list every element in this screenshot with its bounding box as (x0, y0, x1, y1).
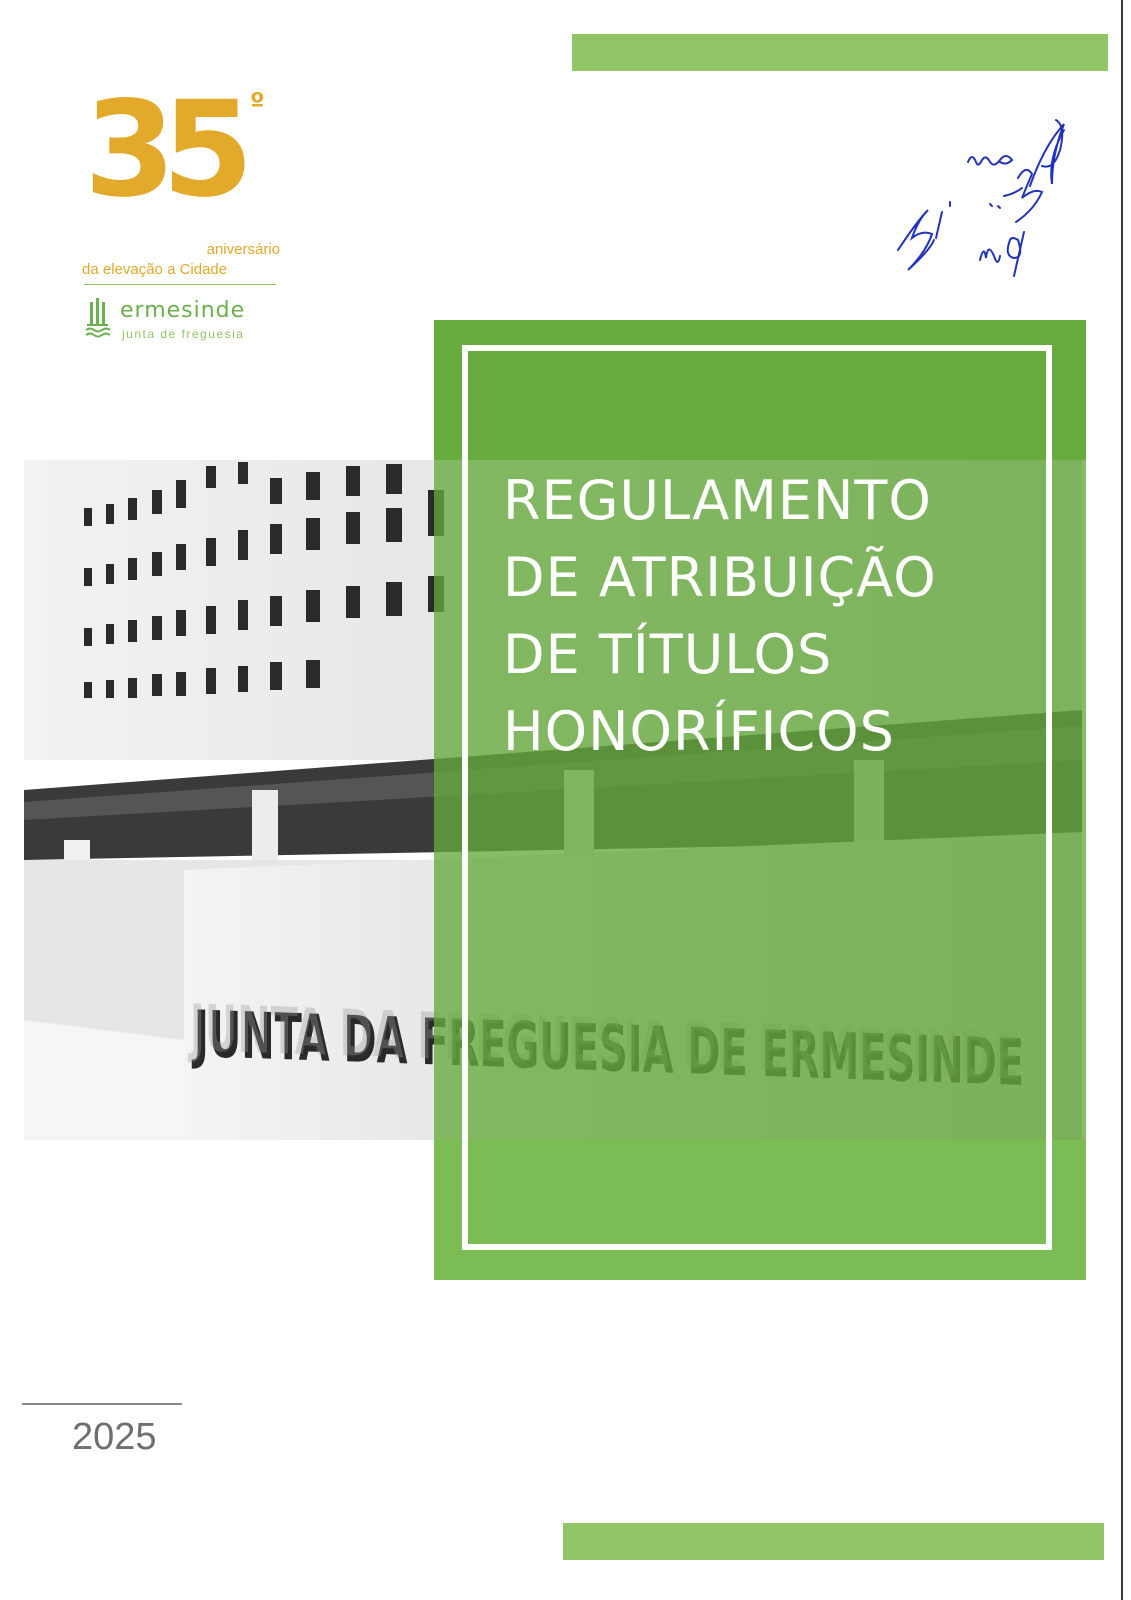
logo-divider (84, 284, 276, 285)
logo-anniversary-text: aniversário (206, 241, 280, 258)
logo-number: 35 (84, 73, 240, 227)
logo-degree: º (250, 88, 265, 118)
tower-icon (84, 296, 114, 338)
logo-elevation-text: da elevação a Cidade (82, 261, 228, 278)
title-line-3: DE TÍTULOS (503, 623, 833, 686)
scan-edge-line (1121, 0, 1123, 1600)
title-line-1: REGULAMENTO (503, 469, 932, 532)
top-accent-bar (572, 34, 1108, 71)
handwritten-signature (880, 110, 1090, 300)
document-year: 2025 (72, 1416, 157, 1458)
bottom-accent-bar (563, 1523, 1104, 1560)
title-line-4: HONORÍFICOS (503, 700, 895, 763)
logo-brand-name: ermesinde (120, 298, 246, 323)
document-title (503, 462, 1063, 770)
title-line-2: DE ATRIBUIÇÃO (503, 546, 937, 609)
year-divider (22, 1403, 182, 1405)
anniversary-logo (80, 73, 280, 355)
logo-subbrand: junta de freguesia (122, 327, 245, 341)
